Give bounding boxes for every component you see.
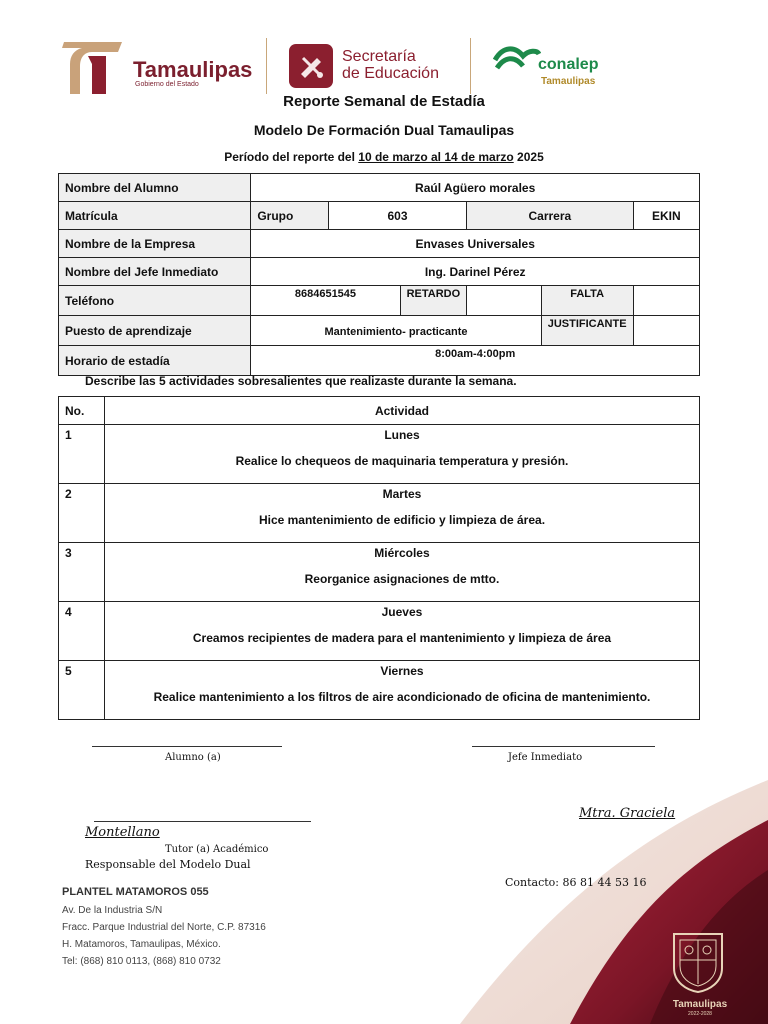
activity-day: Miércoles [374,546,430,560]
footer-address-line: Fracc. Parque Industrial del Norte, C.P. 87316 [62,922,266,933]
table-row [59,661,700,720]
horario-label: Horario de estadía [59,346,251,376]
conalep-logo-subtext: Tamaulipas [541,76,596,87]
grupo-label: Grupo [251,202,329,230]
secretaria-logo-icon [289,44,333,88]
activities-table [58,396,700,720]
table-row [59,484,700,543]
table-row [59,543,700,602]
column-header-activity: Actividad [104,397,699,425]
secretaria-logo-text: Secretaría de Educación [342,48,439,82]
empresa-value: Envases Universales [251,230,700,258]
activity-cell [104,425,699,484]
activity-cell [104,484,699,543]
carrera-label: Carrera [467,202,633,230]
justificante-value [633,316,699,346]
seal-text: Tamaulipas [672,999,728,1010]
activity-cell [104,543,699,602]
activity-cell [104,602,699,661]
jefe-value: Ing. Darinel Pérez [251,258,700,286]
state-seal-icon [668,928,728,994]
puesto-value: Mantenimiento- practicante [251,316,541,346]
activity-description: Realice lo chequeos de maquinaria temperatura y presión. [235,454,569,468]
retardo-label: RETARDO [400,286,467,316]
matricula-label: Matrícula [59,202,251,230]
jefe-signature-line [472,746,655,747]
activity-description: Realice mantenimiento a los filtros de aire acondicionado de oficina de mantenimiento. [153,690,651,704]
tutor-signature-line [94,821,311,822]
activity-description: Reorganice asignaciones de mtto. [304,572,500,586]
footer-plantel: PLANTEL MATAMOROS 055 [62,886,209,898]
document-title: Reporte Semanal de Estadía [283,93,485,110]
header-divider [470,38,471,94]
responsable-label: Responsable del Modelo Dual [85,858,251,871]
footer-address-line: Av. De la Industria S/N [62,905,163,916]
table-row [59,230,700,258]
activity-day: Jueves [381,605,423,619]
table-row [59,174,700,202]
table-row [59,202,700,230]
alumno-signature-line [92,746,282,747]
report-period: Período del reporte del 10 de marzo al 14 de marzo 2025 [224,150,544,164]
alumno-signature-label: Alumno (a) [165,752,221,763]
activity-number: 3 [59,543,105,602]
tutor-name-last: Montellano [85,825,160,840]
alumno-label: Nombre del Alumno [59,174,251,202]
jefe-label: Nombre del Jefe Inmediato [59,258,251,286]
footer-phone-line: Tel: (868) 810 0113, (868) 810 0732 [62,956,221,967]
student-info-table [58,173,700,376]
alumno-value: Raúl Agüero morales [251,174,700,202]
header-divider [266,38,267,94]
horario-value: 8:00am-4:00pm [251,346,700,376]
activity-number: 4 [59,602,105,661]
seal-subtext: 2022-2028 [688,1011,712,1017]
grupo-value: 603 [328,202,466,230]
activity-day: Viernes [380,664,424,678]
tamaulipas-logo-text: Tamaulipas [133,57,253,82]
activity-day: Martes [382,487,422,501]
falta-value [633,286,699,316]
retardo-value [467,286,542,316]
conalep-logo-text: conalep [538,56,599,73]
table-row [59,346,700,376]
table-row [59,286,700,316]
activity-number: 5 [59,661,105,720]
telefono-label: Teléfono [59,286,251,316]
justificante-label: JUSTIFICANTE [541,316,633,346]
conalep-logo-icon [493,44,541,74]
falta-label: FALTA [541,286,633,316]
activity-number: 2 [59,484,105,543]
activities-instructions: Describe las 5 actividades sobresalientes que realizaste durante la semana. [85,374,517,388]
empresa-label: Nombre de la Empresa [59,230,251,258]
table-header-row [59,397,700,425]
tutor-label: Tutor (a) Académico [165,844,269,855]
tamaulipas-logo-subtext: Gobierno del Estado [135,81,199,88]
tamaulipas-logo-icon [62,38,124,96]
telefono-value: 8684651545 [251,286,400,316]
footer-address-line: H. Matamoros, Tamaulipas, México. [62,939,221,950]
table-row [59,602,700,661]
table-row [59,316,700,346]
column-header-no: No. [59,397,105,425]
contacto-text: Contacto: 86 81 44 53 16 [505,876,647,889]
carrera-value: EKIN [633,202,699,230]
activity-number: 1 [59,425,105,484]
activity-day: Lunes [384,428,420,442]
activity-cell [104,661,699,720]
table-row [59,258,700,286]
activity-description: Creamos recipientes de madera para el mantenimiento y limpieza de área [192,631,612,645]
document-subtitle: Modelo De Formación Dual Tamaulipas [253,122,515,138]
activity-description: Hice mantenimiento de edificio y limpieza de área. [258,513,546,527]
jefe-signature-label: Jefe Inmediato [508,752,583,763]
table-row [59,425,700,484]
puesto-label: Puesto de aprendizaje [59,316,251,346]
tutor-name-first: Mtra. Graciela [579,806,676,821]
